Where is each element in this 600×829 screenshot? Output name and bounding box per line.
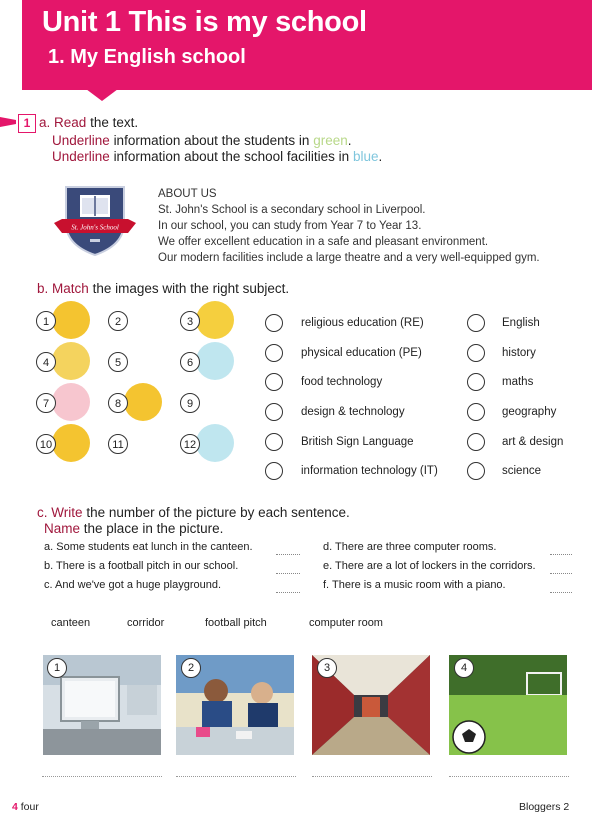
answer-line[interactable] [176,775,296,777]
about-heading: ABOUT US [158,188,217,200]
answer-circle[interactable] [467,314,485,332]
subject-label: history [502,347,536,359]
word-bank-item: corridor [127,617,165,629]
sentence-letter: e. [323,560,333,572]
answer-line[interactable] [449,775,569,777]
tools-icon [196,383,234,421]
photo-number: 3 [317,658,337,678]
instruction-verb: Underline [52,133,110,148]
about-line: St. John's School is a secondary school in Liverpool. [158,204,426,216]
sentence-text: There are three computer rooms. [335,541,497,553]
answer-line[interactable] [312,775,432,777]
instruction-text: the place in the picture. [83,521,224,536]
sentence [44,579,221,591]
keyword-green: green [313,133,348,148]
answer-dots[interactable] [276,553,300,555]
sentence [323,579,506,591]
answer-circle[interactable] [467,433,485,451]
answer-dots[interactable] [276,591,300,593]
word-bank-item: football pitch [205,617,267,629]
page-number-word: four [20,801,39,813]
instruction-text: information about the school facilities in [113,149,350,164]
page-number-digit: 4 [12,801,18,813]
sentence [44,541,253,553]
sentence-letter: f. [323,579,330,591]
lesson-title: 1. My English school [48,46,246,68]
answer-circle[interactable] [265,403,283,421]
writing-icon [52,424,90,462]
picture-number: 3 [180,311,200,331]
subject-label: art & design [502,436,564,448]
instruction-verb: Match [52,281,89,296]
sentence-letter: d. [323,541,333,553]
sentence-text: There are a lot of lockers in the corridors. [335,560,536,572]
instruction-verb: Write [51,505,83,520]
word-bank-item: canteen [51,617,91,629]
about-line: We offer excellent education in a safe and pleasant environment. [158,236,489,248]
answer-dots[interactable] [550,572,572,574]
basketball-icon [196,342,234,380]
sentence-letter: c. [44,579,53,591]
keyword-blue: blue [352,149,379,164]
subject-label: science [502,465,541,477]
picture-number: 11 [108,434,128,454]
picture-number: 6 [180,352,200,372]
globe-icon [196,301,234,339]
sentence-text: There is a music room with a piano. [331,579,506,591]
computer-icon [124,383,162,421]
subject-label: information technology (IT) [301,465,438,477]
picture-number: 4 [36,352,56,372]
unit-title: Unit 1 This is my school [42,6,367,38]
instruction-verb: Name [44,521,81,536]
exercise-number: 1 [18,114,36,133]
page-number [12,801,39,813]
atom-icon [124,301,162,339]
answer-circle[interactable] [467,462,485,480]
picture-number: 12 [180,434,200,454]
subject-label: British Sign Language [301,436,414,448]
sentence-text: And we've got a huge playground. [55,579,222,591]
answer-circle[interactable] [265,433,283,451]
money-icon [52,342,90,380]
answer-circle[interactable] [467,344,485,362]
word-bank-item: computer room [309,617,383,629]
subject-label: geography [502,406,557,418]
picture-number: 7 [36,393,56,413]
banner-notch [86,89,118,101]
lab-icon [124,342,162,380]
answer-circle[interactable] [265,373,283,391]
photo-number: 4 [454,658,474,678]
sentence [323,560,536,572]
answer-circle[interactable] [265,462,283,480]
answer-circle[interactable] [265,344,283,362]
punctuation: . [378,149,383,164]
book-icon [52,301,90,339]
part-letter: b. [37,281,49,296]
book-title: Bloggers 2 [519,801,570,813]
picture-number: 2 [108,311,128,331]
part-a-line-2 [52,133,352,148]
about-us-text [158,186,540,266]
sentence-text: Some students eat lunch in the canteen. [56,541,253,553]
sentence [44,560,238,572]
instruction-text: the images with the right subject. [92,281,290,296]
subject-label: design & technology [301,406,405,418]
photo-number: 1 [47,658,67,678]
subject-label: religious education (RE) [301,317,424,329]
school-crest-icon [52,183,138,257]
picture-number: 8 [108,393,128,413]
part-a-instruction [39,115,138,130]
answer-dots[interactable] [550,591,572,593]
part-b-instruction [37,281,289,296]
sign-hands-icon [196,424,234,462]
answer-dots[interactable] [550,553,572,555]
book-red-icon [124,424,162,462]
photo-number: 2 [181,658,201,678]
part-letter: a. [39,115,51,130]
subject-label: maths [502,376,534,388]
about-line: In our school, you can study from Year 7 to Year 13. [158,220,422,232]
subject-label: English [502,317,540,329]
part-letter: c. [37,505,48,520]
answer-circle[interactable] [467,403,485,421]
instruction-text: the text. [90,115,139,130]
about-line: Our modern facilities include a large theatre and a very well-equipped gym. [158,252,540,264]
picture-number: 10 [36,434,56,454]
exercise-flag-icon [0,117,16,127]
picture-number: 5 [108,352,128,372]
palette-icon [52,383,90,421]
answer-circle[interactable] [265,314,283,332]
part-c-instruction [37,505,350,520]
answer-dots[interactable] [276,572,300,574]
crest-text: St. John's School [71,223,119,232]
instruction-text: the number of the picture by each sentence. [86,505,350,520]
sentence-text: There is a football pitch in our school. [56,560,239,572]
subject-label: food technology [301,376,383,388]
part-c-line-2 [44,521,223,536]
instruction-text: information about the students in [113,133,310,148]
subject-label: physical education (PE) [301,347,422,359]
instruction-verb: Underline [52,149,110,164]
answer-circle[interactable] [467,373,485,391]
picture-number: 1 [36,311,56,331]
sentence-letter: a. [44,541,54,553]
sentence-letter: b. [44,560,54,572]
sentence [323,541,496,553]
punctuation: . [347,133,352,148]
picture-number: 9 [180,393,200,413]
instruction-verb: Read [54,115,87,130]
answer-line[interactable] [42,775,162,777]
part-a-line-3 [52,149,382,164]
